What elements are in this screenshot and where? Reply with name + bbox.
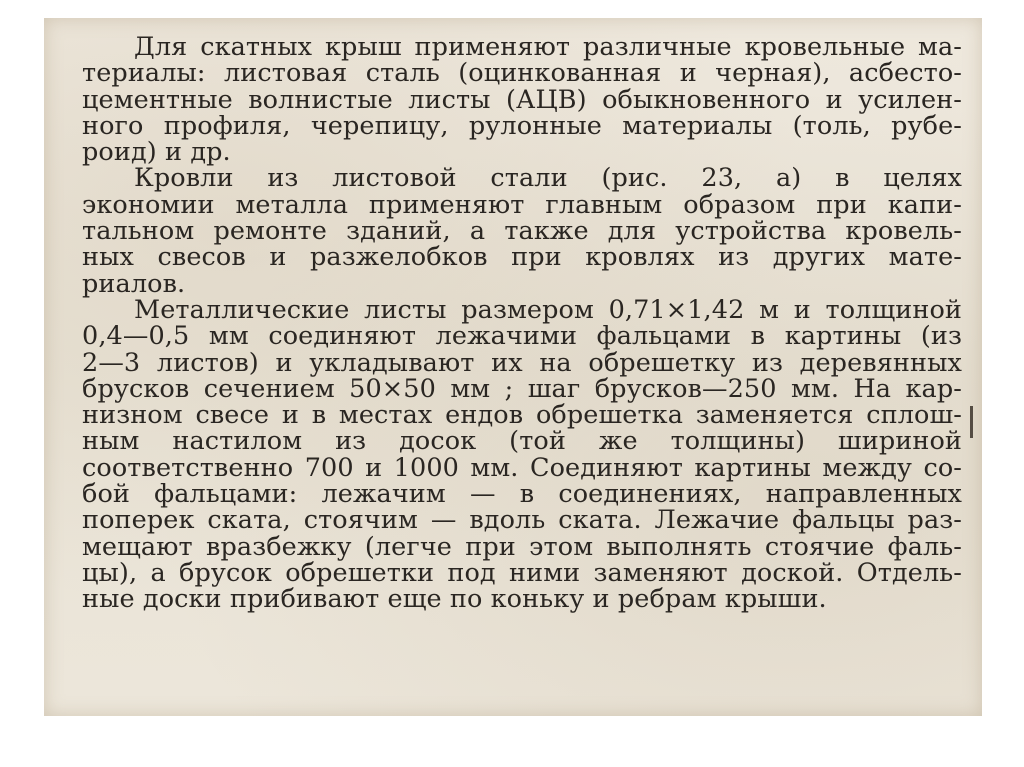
paragraph-3-line-10: мещают вразбежку (легче при этом выполнять стоячие фаль- <box>82 531 962 562</box>
paragraph-1-line-3: цементные волнистые листы (АЦВ) обыкновенного и усилен- <box>82 84 962 115</box>
paragraph-2-line-2: экономии металла применяют главным образом при капи- <box>82 189 962 220</box>
margin-mark <box>970 406 973 438</box>
paragraph-3-line-9: поперек ската, стоячим — вдоль ската. Лежачие фальцы раз- <box>82 505 962 536</box>
paragraph-2-line-5: риалов. <box>82 268 186 299</box>
text-block <box>82 34 962 613</box>
paragraph-3-line-8: бой фальцами: лежачим — в соединениях, направленных <box>82 479 962 510</box>
paragraph-1-line-4: ного профиля, черепицу, рулонные материалы (толь, рубе- <box>82 110 962 141</box>
paragraph-1-line-2: териалы: листовая сталь (оцинкованная и черная), асбесто- <box>82 58 962 89</box>
paragraph-2-line-1: Кровли из листовой стали (рис. 23, а) в целях <box>134 163 962 194</box>
paragraph-3-line-4: брусков сечением 50×50 мм ; шаг брусков—250 мм. На кар- <box>82 373 962 404</box>
paragraph-3-line-6: ным настилом из досок (той же толщины) шириной <box>82 426 962 457</box>
paragraph-3-line-11: цы), а брусок обрешетки под ними заменяют доской. Отдель- <box>82 557 962 588</box>
paragraph-2-line-4: ных свесов и разжелобков при кровлях из других мате- <box>82 242 962 273</box>
paragraph-3-line-2: 0,4—0,5 мм соединяют лежачими фальцами в картины (из <box>82 321 962 352</box>
paragraph-1-line-1: Для скатных крыш применяют различные кровельные ма- <box>134 32 962 62</box>
paragraph-3-line-12: ные доски прибивают еще по коньку и ребрам крыши. <box>82 584 827 615</box>
paragraph-3-line-5: низном свесе и в местах ендов обрешетка заменяется сплош- <box>82 400 962 431</box>
paragraph-3-line-7: соответственно 700 и 1000 мм. Соединяют картины между со- <box>82 452 962 483</box>
paragraph-1-line-5: роид) и др. <box>82 137 231 168</box>
scanned-page <box>44 18 982 716</box>
paragraph-2-line-3: тальном ремонте зданий, а также для устройства кровель- <box>82 216 962 247</box>
paragraph-3-line-3: 2—3 листов) и укладывают их на обрешетку из деревянных <box>82 347 962 378</box>
paragraph-3-line-1: Металлические листы размером 0,71×1,42 м и толщиной <box>134 294 962 325</box>
